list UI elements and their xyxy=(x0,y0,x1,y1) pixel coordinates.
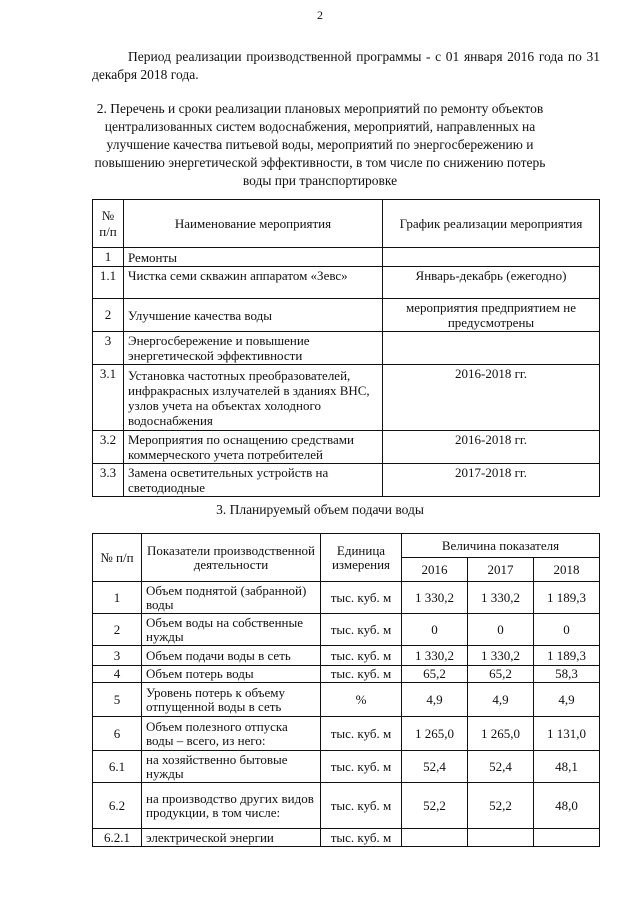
table-row xyxy=(93,614,600,646)
row-value-2018: 1 189,3 xyxy=(534,582,600,614)
row-value-2017: 52,4 xyxy=(468,751,534,783)
row-value-2017: 1 265,0 xyxy=(468,717,534,751)
row-schedule: мероприятия предприятием не предусмотрены xyxy=(383,299,600,332)
table-row xyxy=(93,683,600,717)
table-row xyxy=(93,464,600,497)
table-row xyxy=(93,646,600,666)
table-row xyxy=(93,299,600,332)
row-indicator: Объем полезного отпуска воды – всего, из него: xyxy=(142,717,321,751)
row-name: Мероприятия по оснащению средствами коммерческого учета потребителей xyxy=(124,431,383,464)
row-value-2016: 52,2 xyxy=(402,783,468,829)
row-value-2016: 0 xyxy=(402,614,468,646)
row-indicator: Объем потерь воды xyxy=(142,666,321,683)
row-value-2018: 0 xyxy=(534,614,600,646)
col-header-2018: 2018 xyxy=(534,558,600,582)
row-name: Чистка семи скважин аппаратом «Зевс» xyxy=(124,267,383,299)
row-indicator: на хозяйственно бытовые нужды xyxy=(142,751,321,783)
row-value-2017 xyxy=(468,829,534,847)
row-value-2016: 1 265,0 xyxy=(402,717,468,751)
row-unit: тыс. куб. м xyxy=(321,666,402,683)
table-row xyxy=(93,829,600,847)
measures-table xyxy=(92,199,600,497)
row-value-2017: 1 330,2 xyxy=(468,582,534,614)
row-num: 6.2 xyxy=(93,783,142,829)
table-row xyxy=(93,717,600,751)
row-num: 3.3 xyxy=(93,464,124,497)
row-value-2016: 4,9 xyxy=(402,683,468,717)
table-row xyxy=(93,365,600,431)
row-unit: тыс. куб. м xyxy=(321,717,402,751)
row-unit: тыс. куб. м xyxy=(321,751,402,783)
col-header-name: Наименование мероприятия xyxy=(124,200,383,248)
table-header-row xyxy=(93,534,600,558)
row-schedule: 2016-2018 гг. xyxy=(383,365,600,431)
col-header-num: № п/п xyxy=(93,534,142,582)
row-indicator: электрической энергии xyxy=(142,829,321,847)
row-num: 2 xyxy=(93,299,124,332)
row-value-2017: 4,9 xyxy=(468,683,534,717)
row-indicator: Уровень потерь к объему отпущенной воды в сеть xyxy=(142,683,321,717)
row-value-2016: 1 330,2 xyxy=(402,582,468,614)
col-header-schedule: График реализации мероприятия xyxy=(383,200,600,248)
col-header-unit: Единица измерения xyxy=(321,534,402,582)
row-schedule: 2016-2018 гг. xyxy=(383,431,600,464)
row-schedule: Январь-декабрь (ежегодно) xyxy=(383,267,600,299)
table-row xyxy=(93,582,600,614)
col-header-value: Величина показателя xyxy=(402,534,600,558)
col-header-2017: 2017 xyxy=(468,558,534,582)
row-value-2017: 65,2 xyxy=(468,666,534,683)
row-unit: тыс. куб. м xyxy=(321,646,402,666)
col-header-indicator: Показатели производственной деятельности xyxy=(142,534,321,582)
row-value-2016: 65,2 xyxy=(402,666,468,683)
row-value-2018: 48,0 xyxy=(534,783,600,829)
row-value-2018: 1 189,3 xyxy=(534,646,600,666)
row-value-2016: 1 330,2 xyxy=(402,646,468,666)
row-num: 3.1 xyxy=(93,365,124,431)
row-name: Энергосбережение и повышение энергетической эффективности xyxy=(124,332,383,365)
row-indicator: Объем поднятой (забранной) воды xyxy=(142,582,321,614)
row-num: 3 xyxy=(93,332,124,365)
row-name: Улучшение качества воды xyxy=(124,299,383,332)
row-value-2017: 52,2 xyxy=(468,783,534,829)
row-value-2017: 1 330,2 xyxy=(468,646,534,666)
row-value-2017: 0 xyxy=(468,614,534,646)
row-num: 6.1 xyxy=(93,751,142,783)
row-name: Замена осветительных устройств на светодиодные xyxy=(124,464,383,497)
row-name: Ремонты xyxy=(124,248,383,267)
row-unit: % xyxy=(321,683,402,717)
table-row xyxy=(93,248,600,267)
row-value-2018 xyxy=(534,829,600,847)
row-num: 3.2 xyxy=(93,431,124,464)
row-indicator: на производство других видов продукции, в том числе: xyxy=(142,783,321,829)
row-schedule: 2017-2018 гг. xyxy=(383,464,600,497)
col-header-num: № п/п xyxy=(93,200,124,248)
table-header-row xyxy=(93,200,600,248)
row-value-2018: 1 131,0 xyxy=(534,717,600,751)
table-row xyxy=(93,267,600,299)
row-unit: тыс. куб. м xyxy=(321,614,402,646)
col-header-2016: 2016 xyxy=(402,558,468,582)
row-unit: тыс. куб. м xyxy=(321,829,402,847)
row-name: Установка частотных преобразователей, инфракрасных излучателей в зданиях ВНС, узлов учета на объектах холодного водоснабжения xyxy=(124,365,383,431)
row-value-2016 xyxy=(402,829,468,847)
row-indicator: Объем подачи воды в сеть xyxy=(142,646,321,666)
row-num: 3 xyxy=(93,646,142,666)
row-value-2018: 48,1 xyxy=(534,751,600,783)
row-num: 4 xyxy=(93,666,142,683)
period-paragraph: Период реализации производственной программы - с 01 января 2016 года по 31 декабря 2018 года. xyxy=(92,49,600,82)
water-supply-table xyxy=(92,533,600,847)
row-value-2018: 4,9 xyxy=(534,683,600,717)
table-row xyxy=(93,751,600,783)
row-num: 2 xyxy=(93,614,142,646)
row-num: 1 xyxy=(93,248,124,267)
row-num: 6.2.1 xyxy=(93,829,142,847)
row-num: 6 xyxy=(93,717,142,751)
row-schedule xyxy=(383,248,600,267)
row-num: 1 xyxy=(93,582,142,614)
row-unit: тыс. куб. м xyxy=(321,582,402,614)
section-3-title: 3. Планируемый объем подачи воды xyxy=(216,502,424,517)
page-number: 2 xyxy=(317,8,323,22)
section-2-title: 2. Перечень и сроки реализации плановых мероприятий по ремонту объектов централизованных систем водоснабжения, мероприятий, направленных на улучшение качества питьевой воды, мероприятий по энергосбережению и повышению энергетической эффективности, в том числе по снижению потерь воды при транспортировке xyxy=(94,101,546,188)
table-row xyxy=(93,783,600,829)
row-unit: тыс. куб. м xyxy=(321,783,402,829)
row-value-2018: 58,3 xyxy=(534,666,600,683)
row-indicator: Объем воды на собственные нужды xyxy=(142,614,321,646)
table-row xyxy=(93,431,600,464)
row-value-2016: 52,4 xyxy=(402,751,468,783)
table-row xyxy=(93,332,600,365)
row-num: 1.1 xyxy=(93,267,124,299)
row-schedule xyxy=(383,332,600,365)
row-num: 5 xyxy=(93,683,142,717)
table-row xyxy=(93,666,600,683)
